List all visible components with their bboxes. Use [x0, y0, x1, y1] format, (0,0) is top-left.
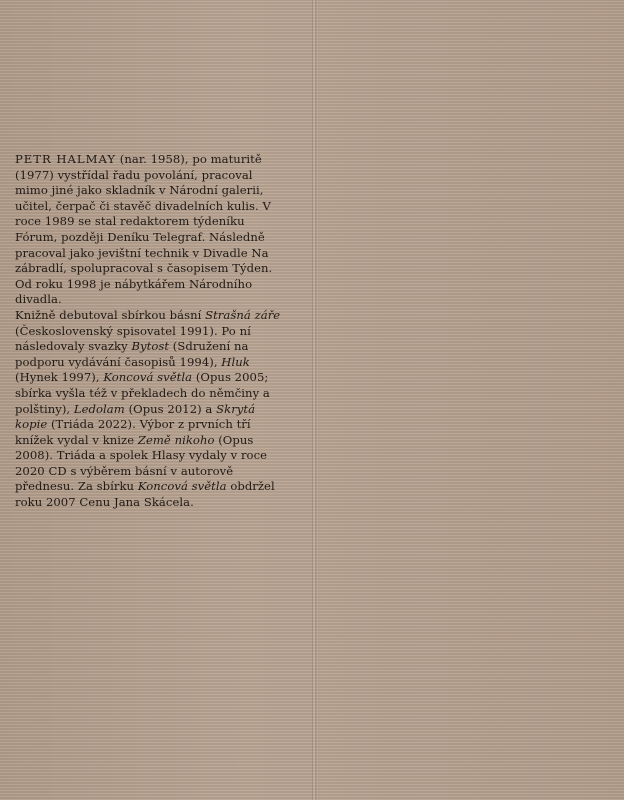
- biography-text: (Triáda 2022). Výbor z prvních tří knížek vydal v knize: [15, 417, 251, 447]
- book-title: Země nikoho: [137, 432, 215, 447]
- fold-crease-shadow: [316, 0, 319, 800]
- biography-text: (Opus 2012) a: [124, 401, 217, 416]
- book-title: Koncová světla: [137, 479, 227, 494]
- book-title: Koncová světla: [103, 370, 193, 385]
- author-name: PETR HALMAY: [15, 152, 117, 166]
- book-title: Hluk: [221, 354, 250, 369]
- author-biography: [15, 152, 283, 511]
- biography-text: (nar. 1958), po maturitě (1977) vystřídal řadu povolání, pracoval mimo jiné jako skladník v Národní galerii, učitel, čerpač či stavěč divadelních kulis. V roce 1989 se stal redaktorem týdeníku Fórum, později Deníku Telegraf. Následně pracoval jako jevištní technik v Divadle Na zábradlí, spolupracoval s časopisem Týden. Od roku 1998 je nábytkářem Národního divadla.: [15, 152, 273, 307]
- book-title: Ledolam: [73, 401, 125, 416]
- book-title: Bytost: [131, 339, 170, 354]
- biography-paragraph-1: [15, 152, 283, 308]
- book-title: Strašná záře: [205, 307, 281, 322]
- biography-text: (Opus 2005; sbírka vyšla též v překladech do němčiny a polštiny),: [15, 370, 270, 416]
- biography-text: Knižně debutoval sbírkou básní: [15, 307, 206, 322]
- biography-paragraph-2: [15, 308, 283, 511]
- biography-text: (Československý spisovatel 1991). Po ní následovaly svazky: [15, 323, 251, 354]
- biography-text: (Sdružení na podporu vydávání časopisů 1994),: [15, 339, 249, 369]
- biography-text: obdržel roku 2007 Cenu Jana Skácela.: [15, 479, 275, 510]
- biography-text: (Opus 2008). Triáda a spolek Hlasy vydaly v roce 2020 CD s výběrem básní v autorově přednesu. Za sbírku: [15, 432, 268, 494]
- book-title: Skrytá kopie: [15, 401, 256, 432]
- biography-text: (Hynek 1997),: [15, 370, 104, 385]
